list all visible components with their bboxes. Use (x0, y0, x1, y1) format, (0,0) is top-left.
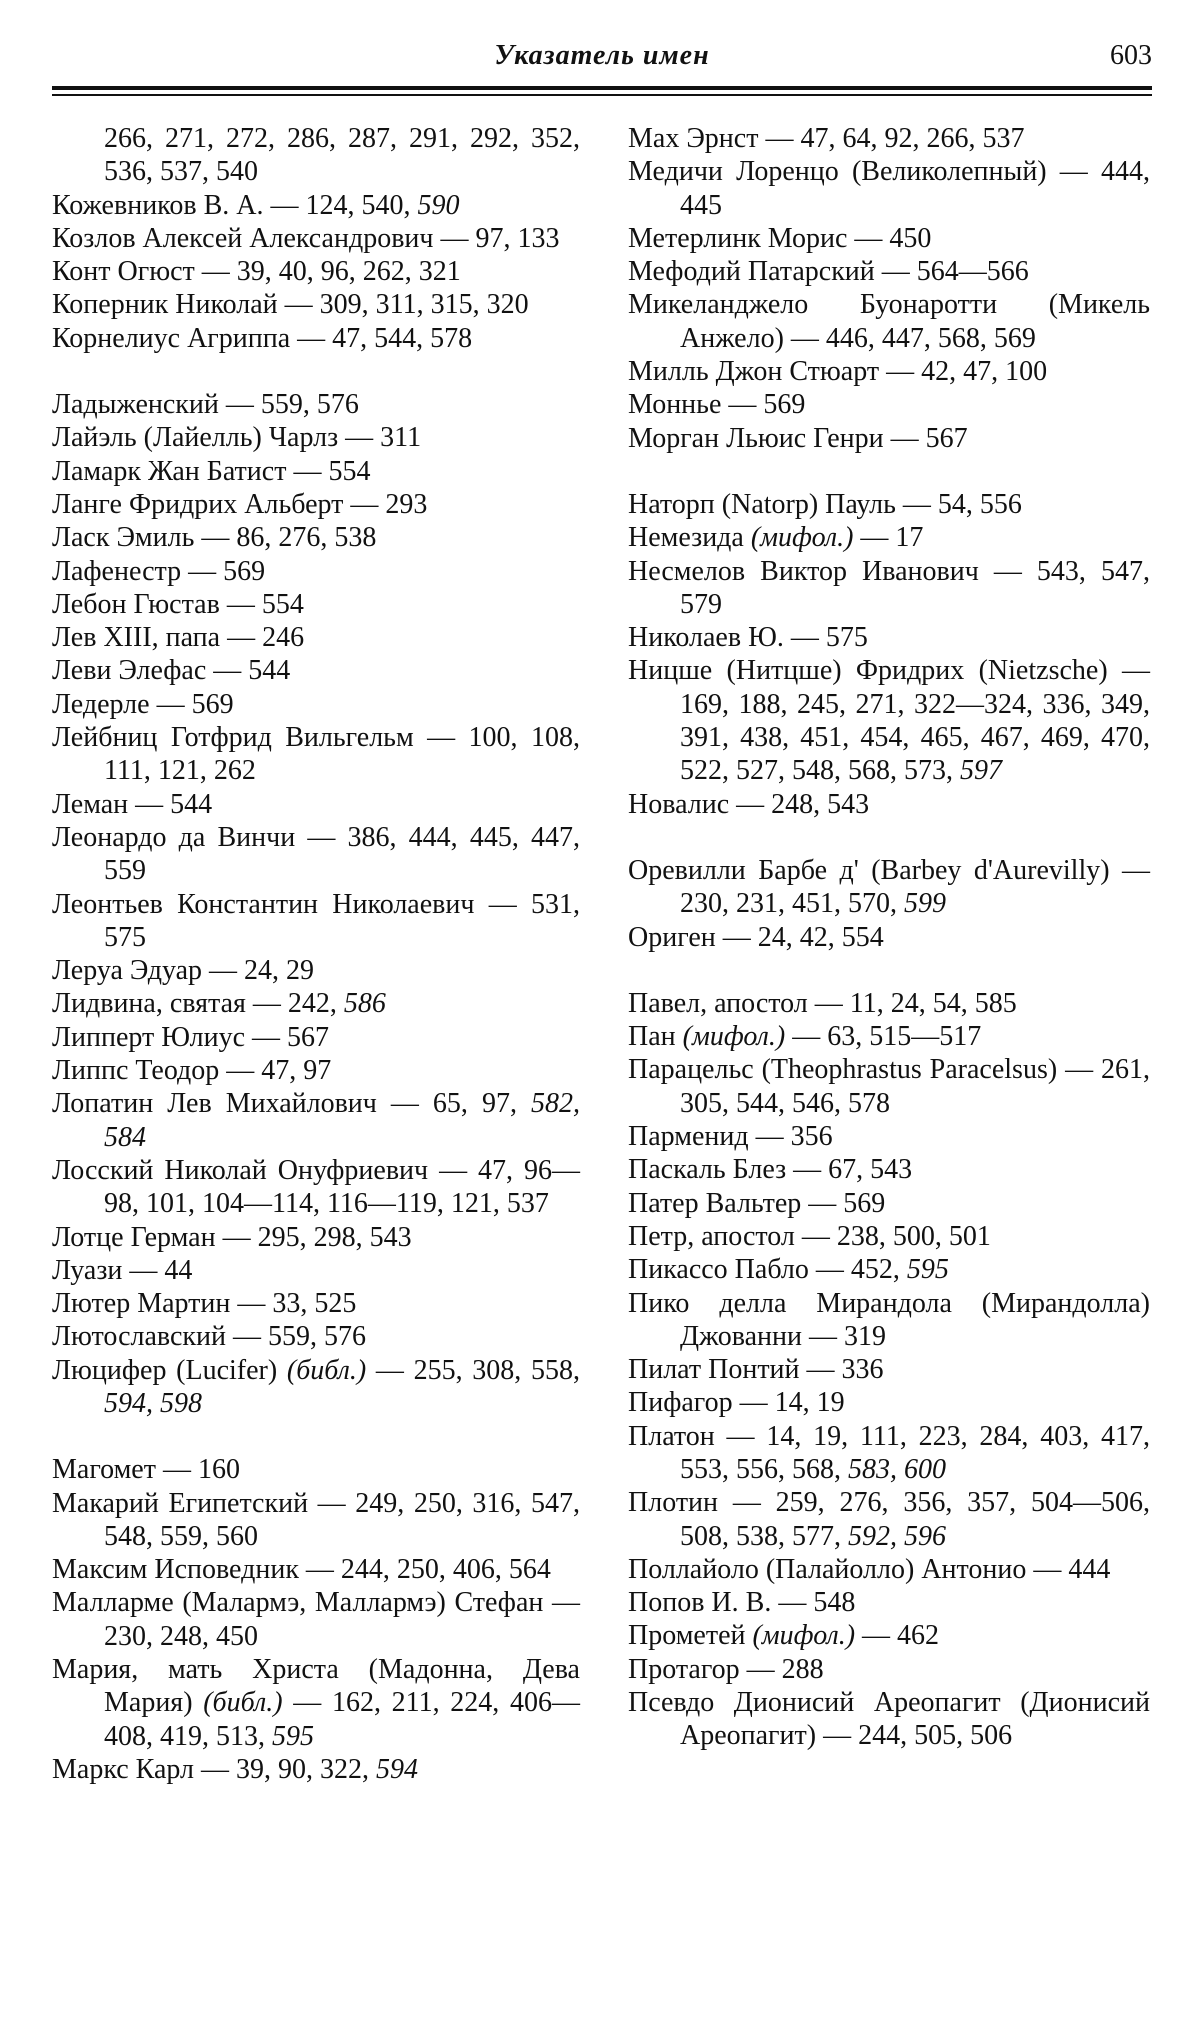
index-entry (628, 1187, 1150, 1220)
letter-section-gap (628, 455, 1150, 488)
entry-text: Козлов Алексей Александрович — 97, 133 (52, 222, 560, 254)
index-entry (628, 555, 1150, 622)
italic-reference: 592, 596 (848, 1520, 946, 1552)
index-entry (628, 1586, 1150, 1619)
entry-text: Лафенестр — 569 (52, 555, 266, 587)
entry-text: Конт Огюст — 39, 40, 96, 262, 321 (52, 256, 461, 288)
entry-text: Ланге Фридрих Альберт — 293 (52, 488, 428, 520)
index-entry (628, 654, 1150, 787)
entry-text: Лютер Мартин — 33, 525 (52, 1288, 357, 1320)
index-entry (52, 1553, 580, 1586)
index-entry (628, 422, 1150, 455)
entry-text: Мефодий Патарский — 564—566 (628, 256, 1029, 288)
entry-text: Павел, апостол — 11, 24, 54, 585 (628, 987, 1017, 1019)
entry-text: Лейбниц Готфрид Вильгельм — 100, 108, 111, 121, 262 (52, 722, 580, 787)
letter-section-gap (52, 1420, 580, 1453)
index-entry (52, 688, 580, 721)
entry-text: Малларме (Малармэ, Маллармэ) Стефан — 230, 248, 450 (52, 1587, 580, 1652)
index-entry (52, 954, 580, 987)
entry-text: Лопатин Лев Михайлович — 65, 97, (52, 1088, 531, 1120)
entry-text: Плотин — 259, 276, 356, 357, 504—506, 508, 538, 577, (628, 1487, 1150, 1552)
index-entry (52, 1154, 580, 1221)
page-number: 603 (1110, 40, 1152, 71)
entry-text: Леонтьев Константин Николаевич — 531, 575 (52, 888, 580, 953)
index-entry (628, 1253, 1150, 1286)
index-entry (52, 1354, 580, 1421)
index-entry (628, 1287, 1150, 1354)
index-entry (628, 621, 1150, 654)
entry-text: — 63, 515—517 (785, 1021, 982, 1053)
italic-reference: 595 (906, 1254, 949, 1286)
index-entry (52, 1287, 580, 1320)
header-title: Указатель имен (494, 40, 710, 71)
entry-text: Магомет — 160 (52, 1454, 240, 1486)
index-entry (628, 521, 1150, 554)
index-entry (52, 455, 580, 488)
entry-text: — 462 (855, 1620, 940, 1652)
index-entry (628, 921, 1150, 954)
index-entry (628, 1220, 1150, 1253)
entry-text: Милль Джон Стюарт — 42, 47, 100 (628, 356, 1048, 388)
entry-text: Лосский Николай Онуфриевич — 47, 96—98, 101, 104—114, 116—119, 121, 537 (52, 1154, 580, 1220)
entry-text: Парменид — 356 (628, 1121, 833, 1153)
entry-text: Несмелов Виктор Иванович — 543, 547, 579 (628, 555, 1150, 620)
index-entry (52, 421, 580, 454)
index-entry (628, 1486, 1150, 1553)
header-rule-thick (52, 86, 1152, 90)
index-entry (628, 788, 1150, 821)
index-entry (628, 488, 1150, 521)
index-entry (52, 1653, 580, 1753)
index-entry (52, 654, 580, 687)
index-entry (52, 488, 580, 521)
italic-reference: 597 (960, 755, 1002, 787)
entry-text: Ласк Эмиль — 86, 276, 538 (52, 522, 377, 554)
index-entry (52, 1087, 580, 1154)
entry-text: Метерлинк Морис — 450 (628, 222, 932, 254)
index-entry (52, 1221, 580, 1254)
index-entry (52, 555, 580, 588)
entry-text: Лайэль (Лайелль) Чарлз — 311 (52, 422, 422, 454)
italic-reference: 582, 584 (104, 1088, 580, 1153)
index-entry (628, 1619, 1150, 1652)
index-column-right (628, 122, 1150, 1753)
entry-text: Патер Вальтер — 569 (628, 1187, 886, 1219)
entry-text: Кожевников В. А. — 124, 540, (52, 189, 418, 221)
entry-text: Ориген — 24, 42, 554 (628, 921, 884, 953)
entry-text: Платон — 14, 19, 111, 223, 284, 403, 417, 553, 556, 568, (628, 1420, 1150, 1485)
index-entry (52, 189, 580, 222)
italic-reference: 590 (417, 189, 460, 221)
entry-text: Паскаль Блез — 67, 543 (628, 1154, 913, 1186)
index-entry (52, 521, 580, 554)
index-entry-continuation (52, 122, 580, 189)
entry-text: Немезида (628, 522, 751, 554)
italic-reference: 599 (904, 888, 946, 920)
index-entry (628, 1420, 1150, 1487)
index-entry (52, 888, 580, 955)
index-entry (628, 1353, 1150, 1386)
index-entry (628, 1553, 1150, 1586)
index-entry (52, 987, 580, 1020)
italic-reference: 594, 598 (104, 1387, 202, 1419)
header-rule-thin (52, 94, 1152, 96)
index-entry (52, 388, 580, 421)
index-entry (628, 122, 1150, 155)
entry-text: Пикассо Пабло — 452, (628, 1254, 907, 1286)
letter-section-gap (52, 355, 580, 388)
index-entry (628, 355, 1150, 388)
index-entry (52, 1753, 580, 1786)
entry-text: Оревилли Барбе д' (Barbey d'Aurevilly) — 230, 231, 451, 570, (628, 854, 1150, 920)
entry-text: 266, 271, 272, 286, 287, 291, 292, 352, 536, 537, 540 (104, 123, 580, 188)
entry-text: Ладыженский — 559, 576 (52, 389, 359, 421)
entry-text: Корнелиус Агриппа — 47, 544, 578 (52, 322, 473, 354)
index-entry (628, 388, 1150, 421)
entry-text: Маркс Карл — 39, 90, 322, (52, 1753, 376, 1785)
running-header (52, 40, 1152, 80)
index-entry (628, 1120, 1150, 1153)
entry-text: Пан (628, 1021, 683, 1053)
entry-text: Липперт Юлиус — 567 (52, 1021, 330, 1053)
italic-reference: (мифол.) (750, 522, 854, 554)
entry-text: Лютославский — 559, 576 (52, 1321, 366, 1353)
entry-text: Парацельс (Theophrastus Paracelsus) — 261, 305, 544, 546, 578 (628, 1054, 1150, 1119)
index-entry (52, 222, 580, 255)
entry-text: Наторп (Natorp) Пауль — 54, 556 (628, 488, 1022, 520)
entry-text: Лебон Гюстав — 554 (52, 588, 304, 620)
index-entry (52, 1254, 580, 1287)
index-entry (52, 788, 580, 821)
italic-reference: 594 (376, 1753, 418, 1785)
italic-reference: (библ.) (286, 1354, 367, 1386)
letter-section-gap (628, 821, 1150, 854)
entry-text: Лидвина, святая — 242, (52, 988, 344, 1020)
entry-text: Леонардо да Винчи — 386, 444, 445, 447, 559 (52, 821, 580, 887)
entry-text: Медичи Лоренцо (Великолепный) — 444, 445 (628, 156, 1150, 221)
index-entry (52, 1487, 580, 1554)
index-entry (628, 1053, 1150, 1120)
index-entry (52, 1320, 580, 1353)
entry-text: Люцифер (Lucifer) (52, 1354, 287, 1386)
entry-text: Леви Элефас — 544 (52, 655, 291, 687)
entry-text: Моннье — 569 (628, 389, 806, 421)
index-entry (628, 288, 1150, 355)
entry-text: Макарий Египетский — 249, 250, 316, 547, 548, 559, 560 (52, 1487, 580, 1552)
italic-reference: 586 (343, 988, 386, 1020)
entry-text: Коперник Николай — 309, 311, 315, 320 (52, 289, 529, 321)
index-entry (628, 1653, 1150, 1686)
italic-reference: 583, 600 (848, 1453, 946, 1485)
letter-section-gap (628, 954, 1150, 987)
index-entry (628, 854, 1150, 921)
index-entry (52, 1021, 580, 1054)
index-entry (52, 588, 580, 621)
index-entry (52, 721, 580, 788)
entry-text: Микеланджело Буонаротти (Микель Анжело) — 446, 447, 568, 569 (628, 289, 1150, 354)
entry-text: Лев XIII, папа — 246 (52, 622, 305, 654)
index-entry (628, 1020, 1150, 1053)
entry-text: Мах Эрнст — 47, 64, 92, 266, 537 (628, 123, 1025, 154)
entry-text: — 255, 308, 558, (366, 1354, 581, 1386)
index-entry (52, 621, 580, 654)
index-entry (628, 1686, 1150, 1753)
index-column-left (52, 122, 580, 1786)
index-entry (628, 1153, 1150, 1186)
entry-text: Псевдо Дионисий Ареопагит (Дионисий Ареопагит) — 244, 505, 506 (628, 1687, 1150, 1752)
index-entry (52, 1453, 580, 1486)
entry-text: Липпс Теодор — 47, 97 (52, 1055, 332, 1087)
entry-text: Луази — 44 (52, 1254, 193, 1286)
entry-text: Леруа Эдуар — 24, 29 (52, 955, 315, 987)
entry-text: Попов И. В. — 548 (628, 1587, 856, 1619)
index-entry (628, 155, 1150, 222)
entry-text: Леман — 544 (52, 788, 213, 820)
italic-reference: (мифол.) (682, 1021, 786, 1053)
entry-text: Прометей (628, 1620, 753, 1652)
entry-text: Новалис — 248, 543 (628, 788, 870, 820)
index-entry (52, 288, 580, 321)
index-entry (628, 255, 1150, 288)
index-entry (628, 987, 1150, 1020)
index-entry (52, 255, 580, 288)
entry-text: Лотце Герман — 295, 298, 543 (52, 1221, 412, 1253)
italic-reference: 595 (272, 1720, 314, 1752)
index-entry (628, 1386, 1150, 1419)
italic-reference: (мифол.) (752, 1620, 856, 1652)
index-entry (52, 322, 580, 355)
entry-text: Максим Исповедник — 244, 250, 406, 564 (52, 1554, 551, 1586)
index-entry (52, 1586, 580, 1653)
entry-text: — 162, 211, 224, 406—408, 419, 513, (104, 1687, 580, 1752)
index-entry (628, 222, 1150, 255)
index-entry (52, 1054, 580, 1087)
italic-reference: (библ.) (203, 1687, 283, 1719)
entry-text: Петр, апостол — 238, 500, 501 (628, 1220, 991, 1252)
entry-text: — 17 (853, 522, 924, 554)
entry-text: Ледерле — 569 (52, 688, 234, 720)
entry-text: Пико делла Мирандола (Мирандолла) Джованни — 319 (628, 1287, 1150, 1352)
entry-text: Поллайоло (Палайолло) Антонио — 444 (628, 1553, 1111, 1585)
entry-text: Морган Льюис Генри — 567 (628, 422, 968, 454)
entry-text: Ламарк Жан Батист — 554 (52, 455, 371, 487)
entry-text: Пилат Понтий — 336 (628, 1354, 884, 1386)
entry-text: Мария, мать Христа (Мадонна, Дева Мария) (52, 1654, 580, 1719)
entry-text: Пифагор — 14, 19 (628, 1387, 845, 1419)
entry-text: Николаев Ю. — 575 (628, 622, 868, 654)
entry-text: Протагор — 288 (628, 1653, 824, 1685)
entry-text: Ницше (Нитцше) Фридрих (Nietzsche) — 169, 188, 245, 271, 322—324, 336, 349, 391, 438, 451, 454, 465, 467, 469, 470, 522, 527, 548, 568, 573, (628, 655, 1150, 787)
index-entry (52, 821, 580, 888)
